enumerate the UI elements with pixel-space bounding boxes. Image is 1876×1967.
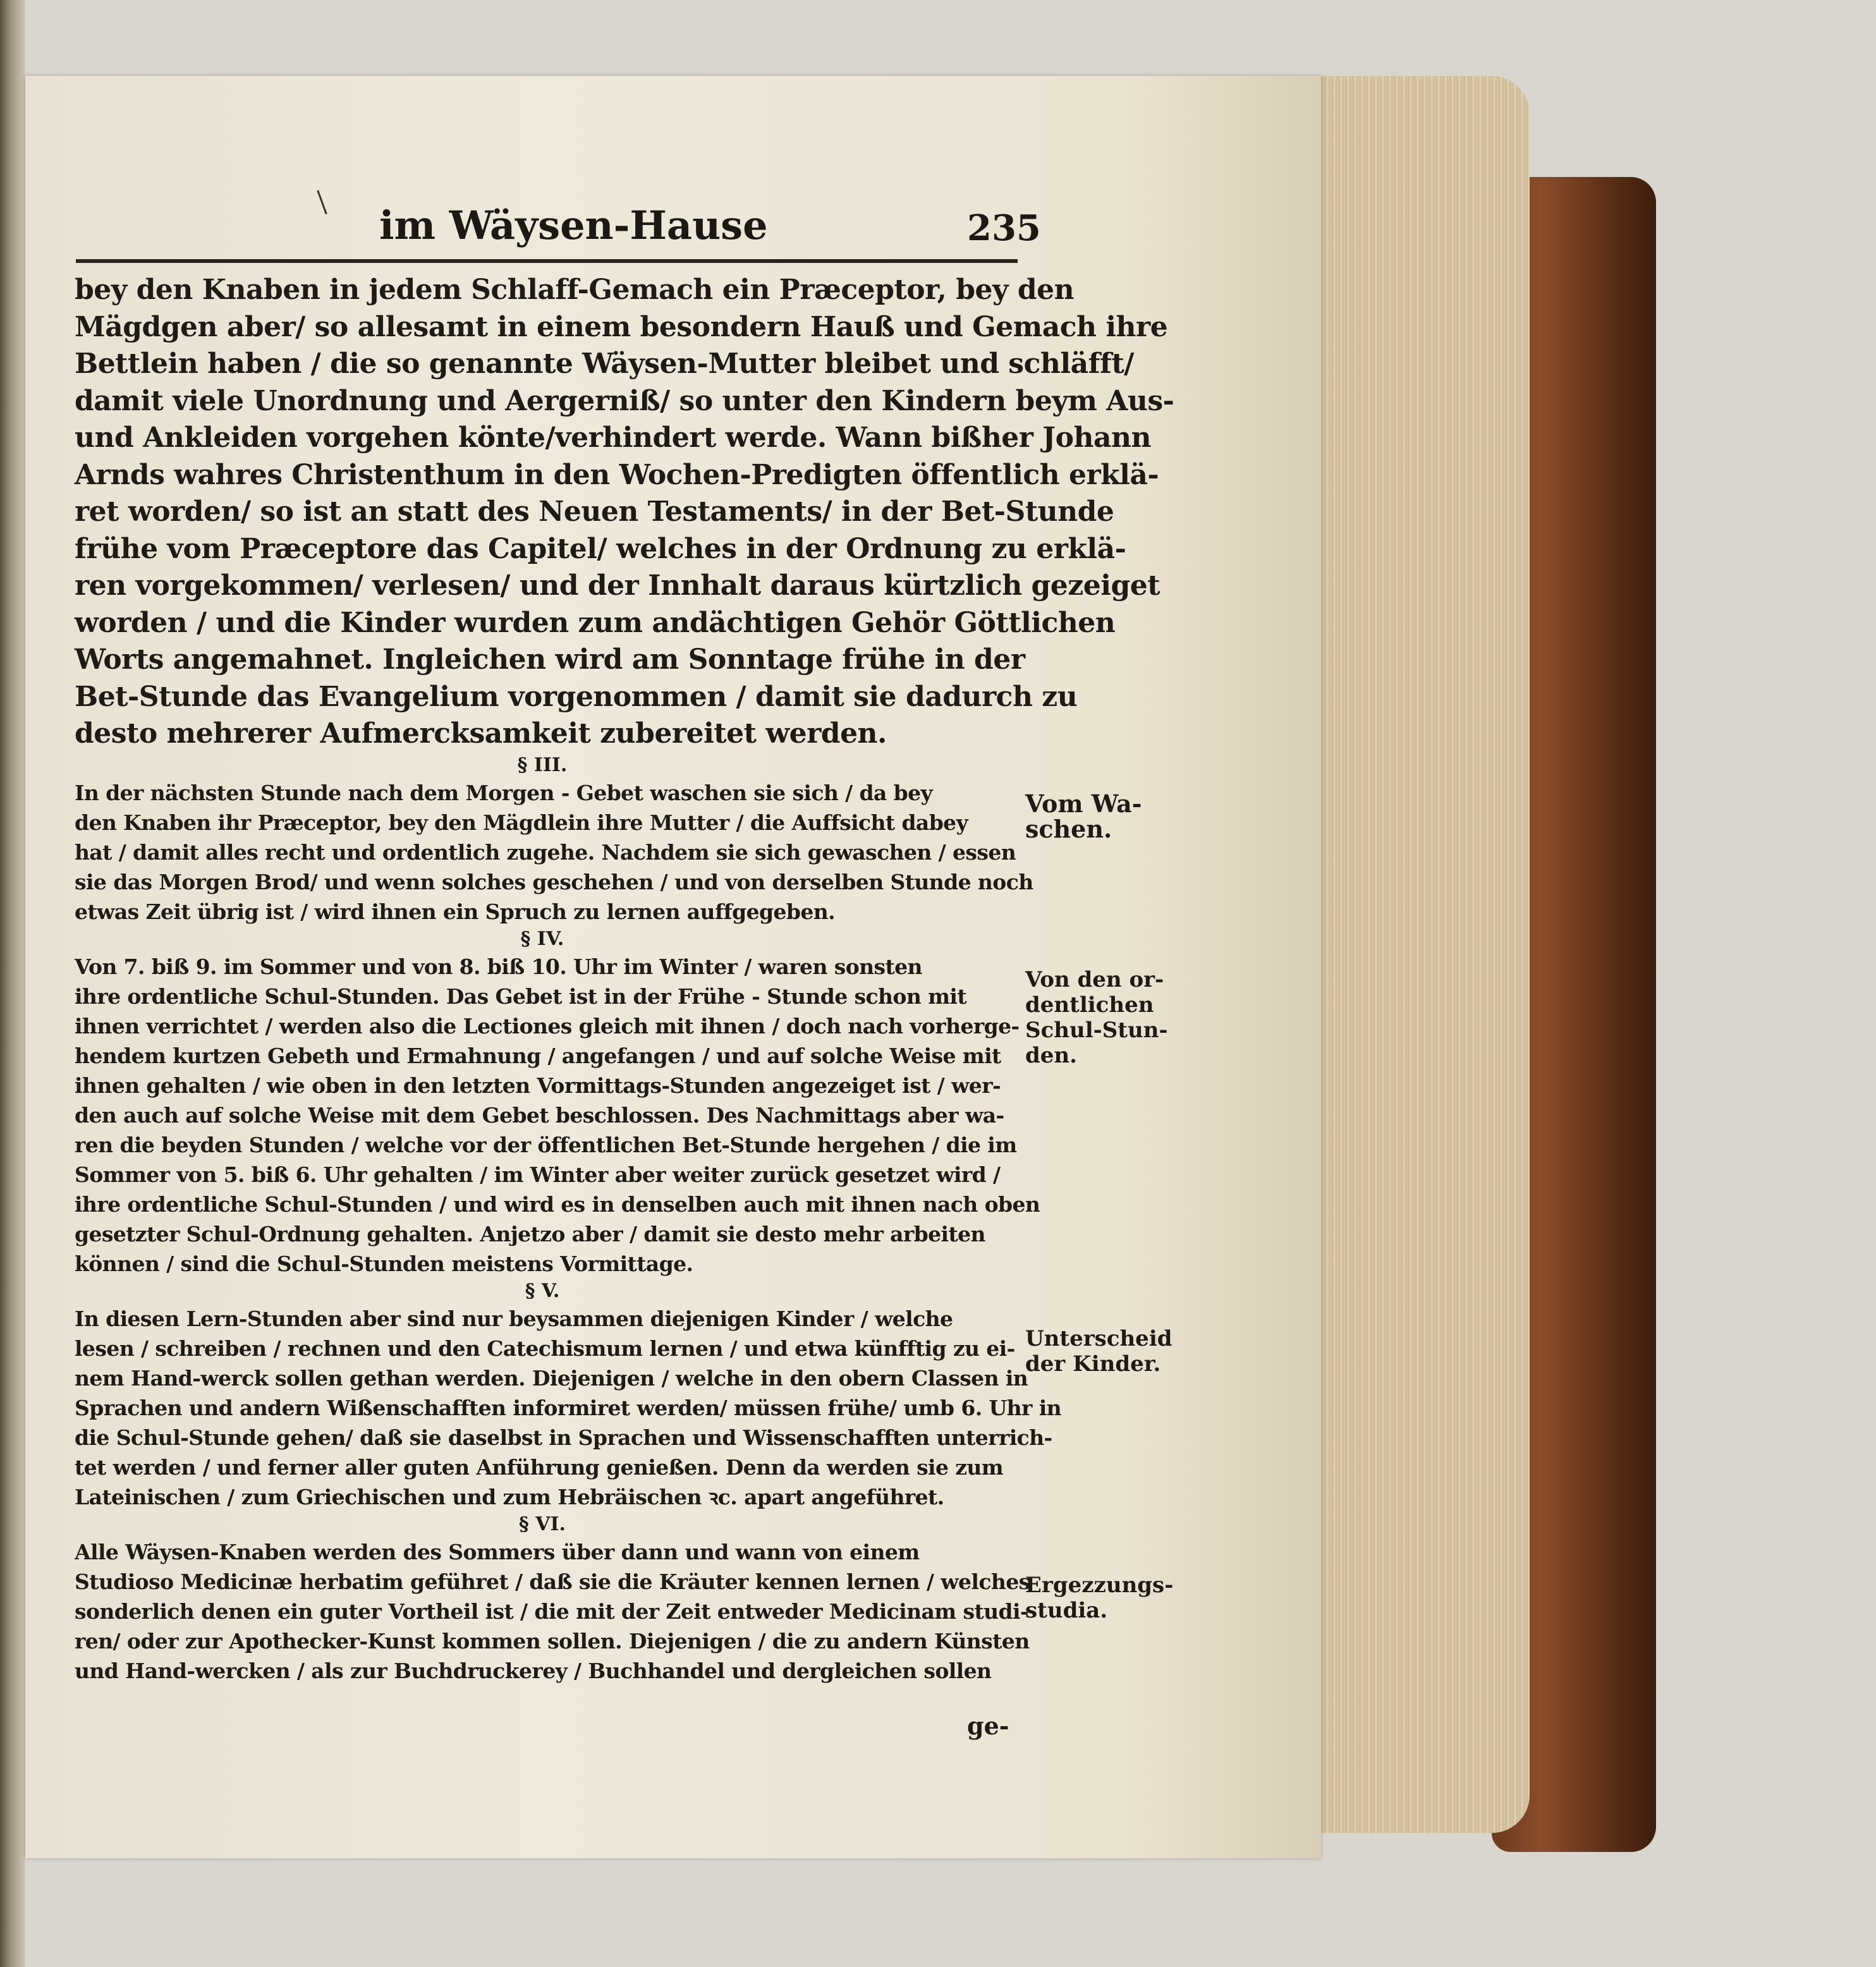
text-line: In der nächsten Stunde nach dem Morgen - Gebet waschen sie sich / da bey: [75, 780, 933, 805]
section-heading: § V.: [525, 1279, 560, 1302]
header-title: im Wäysen-Hause: [379, 202, 768, 248]
margin-note-line: Unterscheid: [1025, 1326, 1172, 1351]
page-number: 235: [967, 207, 1041, 249]
text-line: worden / und die Kinder wurden zum andächtigen Gehör Göttlichen: [75, 606, 1116, 639]
section-6: [75, 1512, 1030, 1686]
text-line: ren vorgekommen/ verlesen/ und der Innhalt daraus kürtzlich gezeiget: [75, 569, 1160, 602]
text-line: und Ankleiden vorgehen könte/verhindert werde. Wann bißher Johann: [75, 422, 1151, 454]
text-line: nem Hand-werck sollen gethan werden. Diejenigen / welche in den obern Classen in: [75, 1365, 1028, 1391]
section-heading: § IV.: [520, 927, 564, 950]
text-line: Lateinischen / zum Griechischen und zum Hebräischen ꝛc. apart angeführet.: [75, 1484, 944, 1509]
margin-note-line: den.: [1025, 1043, 1077, 1068]
text-line: Sprachen und andern Wißenschafften informiret werden/ müssen frühe/ umb 6. Uhr in: [75, 1395, 1062, 1420]
text-line: ihnen gehalten / wie oben in den letzten Vormittags-Stunden angezeiget ist / wer-: [75, 1073, 1001, 1098]
margin-note-line: Von den or-: [1025, 967, 1164, 992]
section-heading: § VI.: [519, 1513, 566, 1535]
margin-note-line: schen.: [1025, 815, 1112, 843]
text-line: tet werden / und ferner aller guten Anführung genießen. Denn da werden sie zum: [75, 1454, 1004, 1480]
text-line: und Hand-wercken / als zur Buchdruckerey / Buchhandel und dergleichen sollen: [75, 1658, 992, 1683]
text-line: ren/ oder zur Apothecker-Kunst kommen sollen. Diejenigen / die zu andern Künsten: [75, 1628, 1030, 1653]
text-line: die Schul-Stunde gehen/ daß sie daselbst in Sprachen und Wissenschafften unterrich-: [75, 1425, 1052, 1450]
margin-note-line: Vom Wa-: [1025, 789, 1142, 818]
text-line: frühe vom Præceptore das Capitel/ welches in der Ordnung zu erklä-: [75, 532, 1126, 565]
text-line: ihre ordentliche Schul-Stunden / und wird es in denselben auch mit ihnen nach oben: [75, 1191, 1040, 1217]
text-line: können / sind die Schul-Stunden meistens Vormittage.: [75, 1251, 693, 1276]
text-line: hat / damit alles recht und ordentlich zugehe. Nachdem sie sich gewaschen / essen: [75, 839, 1016, 865]
text-line: Von 7. biß 9. im Sommer und von 8. biß 10. Uhr im Winter / waren sonsten: [75, 954, 922, 979]
margin-note-line: dentlichen: [1025, 992, 1154, 1018]
book-gutter: [0, 0, 25, 1967]
paragraph-1: [75, 272, 1174, 753]
margin-note-children: [1025, 1326, 1172, 1377]
header-rule: [76, 259, 1018, 263]
text-line: den auch auf solche Weise mit dem Gebet beschlossen. Des Nachmittags aber wa-: [75, 1102, 1004, 1128]
margin-note-recreation: [1025, 1573, 1173, 1623]
text-line: ret worden/ so ist an statt des Neuen Testaments/ in der Bet-Stunde: [75, 496, 1114, 528]
text-line: sie das Morgen Brod/ und wenn solches geschehen / und von derselben Stunde noch: [75, 869, 1033, 894]
text-line: Studioso Medicinæ herbatim geführet / daß sie die Kräuter kennen lernen / welches: [75, 1569, 1030, 1594]
text-line: den Knaben ihr Præceptor, bey den Mägdlein ihre Mutter / die Auffsicht dabey: [75, 810, 968, 835]
running-header: [379, 202, 1041, 259]
text-line: Worts angemahnet. Ingleichen wird am Sonntage frühe in der: [75, 643, 1025, 676]
text-line: ren die beyden Stunden / welche vor der öffentlichen Bet-Stunde hergehen / die im: [75, 1132, 1017, 1157]
section-3: [75, 753, 1033, 927]
text-line: Alle Wäysen-Knaben werden des Sommers über dann und wann von einem: [75, 1539, 920, 1564]
section-5: [75, 1279, 1062, 1512]
text-line: lesen / schreiben / rechnen und den Catechismum lernen / und etwa künfftig zu ei-: [75, 1336, 1015, 1361]
text-line: Sommer von 5. biß 6. Uhr gehalten / im Winter aber weiter zurück gesetzet wird /: [75, 1162, 1001, 1187]
text-line: Bet-Stunde das Evangelium vorgenommen / damit sie dadurch zu: [75, 680, 1078, 713]
section-heading: § III.: [517, 753, 568, 776]
margin-note-line: studia.: [1025, 1598, 1108, 1623]
margin-note-school-hours: [1025, 967, 1168, 1068]
text-line: Mägdgen aber/ so allesamt in einem besondern Hauß und Gemach ihre: [75, 310, 1168, 343]
text-line: hendem kurtzen Gebeth und Ermahnung / angefangen / und auf solche Weise mit: [75, 1043, 1001, 1068]
text-line: gesetzter Schul-Ordnung gehalten. Anjetzo aber / damit sie desto mehr arbeiten: [75, 1221, 985, 1246]
text-line: sonderlich denen ein guter Vortheil ist / die mit der Zeit entweder Medicinam studi-: [75, 1599, 1028, 1624]
text-line: Bettlein haben / die so genannte Wäysen-Mutter bleibet und schläfft/: [75, 348, 1134, 380]
margin-note-line: Schul-Stun-: [1025, 1018, 1168, 1043]
text-line: In diesen Lern-Stunden aber sind nur beysammen diejenigen Kinder / welche: [75, 1306, 953, 1331]
page-edges: [1302, 76, 1530, 1833]
text-line: ihnen verrichtet / werden also die Lectiones gleich mit ihnen / doch nach vorherge-: [75, 1013, 1020, 1038]
section-4: [75, 927, 1040, 1279]
text-line: etwas Zeit übrig ist / wird ihnen ein Spruch zu lernen auffgegeben.: [75, 899, 836, 924]
text-line: damit viele Unordnung und Aergerniß/ so unter den Kindern beym Aus-: [75, 384, 1174, 417]
margin-note-washing: [1025, 791, 1142, 842]
text-line: Arnds wahres Christenthum in den Wochen-Predigten öffentlich erklä-: [75, 458, 1159, 491]
margin-note-line: Ergezzungs-: [1025, 1573, 1174, 1598]
text-line: bey den Knaben in jedem Schlaff-Gemach ein Præceptor, bey den: [75, 274, 1075, 306]
text-line: ihre ordentliche Schul-Stunden. Das Gebet ist in der Frühe - Stunde schon mit: [75, 984, 967, 1009]
margin-note-line: der Kinder.: [1025, 1351, 1161, 1377]
text-line: desto mehrerer Aufmercksamkeit zubereitet werden.: [75, 717, 887, 750]
catchword: ge-: [967, 1712, 1009, 1740]
